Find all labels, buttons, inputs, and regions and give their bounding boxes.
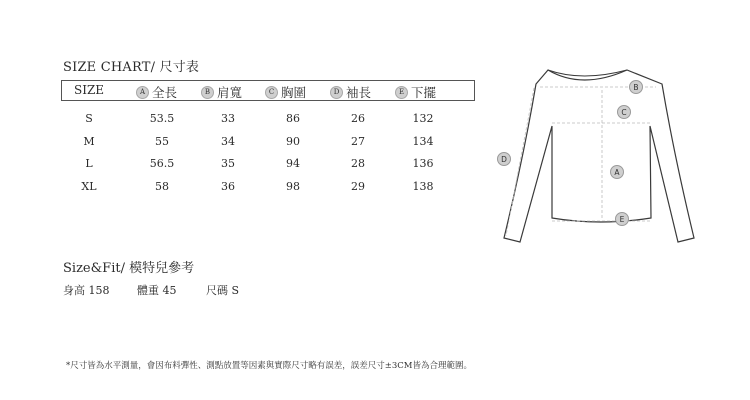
badge-e: E xyxy=(395,86,408,99)
sweater-outline xyxy=(490,60,705,245)
badge-c: C xyxy=(265,86,278,99)
table-row xyxy=(61,157,475,180)
table-row xyxy=(61,112,475,135)
table-row xyxy=(61,135,475,158)
column-label-b: 肩寬 xyxy=(217,85,243,100)
value-cell: 90 xyxy=(286,134,300,148)
value-cell: 138 xyxy=(412,179,434,193)
column-label-c: 胸圍 xyxy=(281,85,307,100)
model-weight: 體重 45 xyxy=(137,284,177,297)
diagram-label-d: D xyxy=(497,152,511,166)
size-cell: XL xyxy=(81,179,97,193)
column-header-a xyxy=(136,83,177,101)
table-row xyxy=(61,180,475,203)
value-cell: 86 xyxy=(286,112,300,125)
value-cell: 58 xyxy=(155,179,169,193)
column-label-a: 全長 xyxy=(152,85,178,100)
value-cell: 53.5 xyxy=(149,112,175,125)
badge-d: D xyxy=(330,86,343,99)
size-column-header: SIZE xyxy=(74,83,105,97)
size-fit-title: Size&Fit/ 模特兒參考 xyxy=(63,261,195,276)
size-cell: L xyxy=(85,157,93,170)
diagram-label-b: B xyxy=(629,80,643,94)
column-header-e xyxy=(395,83,436,101)
badge-a: A xyxy=(136,86,149,99)
size-cell: M xyxy=(83,134,95,148)
garment-diagram xyxy=(490,60,705,245)
value-cell: 34 xyxy=(221,134,235,148)
column-header-c xyxy=(265,83,306,101)
value-cell: 27 xyxy=(351,134,365,148)
diagram-label-c: C xyxy=(617,105,631,119)
value-cell: 132 xyxy=(412,112,434,125)
value-cell: 98 xyxy=(286,179,300,193)
value-cell: 29 xyxy=(351,179,365,193)
diagram-label-a: A xyxy=(610,165,624,179)
column-header-d xyxy=(330,83,371,101)
size-chart-header xyxy=(61,80,475,101)
value-cell: 36 xyxy=(221,179,235,193)
model-height: 身高 158 xyxy=(63,284,110,297)
measurement-note: *尺寸皆為水平測量，會因布料彈性、測點放置等因素與實際尺寸略有誤差，誤差尺寸±3CM皆為合理範圍。 xyxy=(66,361,472,371)
badge-b: B xyxy=(201,86,214,99)
value-cell: 28 xyxy=(351,157,365,170)
size-cell: S xyxy=(85,112,93,125)
value-cell: 56.5 xyxy=(149,157,175,170)
value-cell: 136 xyxy=(412,157,434,170)
diagram-label-e: E xyxy=(615,212,629,226)
value-cell: 35 xyxy=(221,157,235,170)
size-chart-title: SIZE CHART/ 尺寸表 xyxy=(63,60,200,75)
size-table-body xyxy=(61,112,475,202)
model-size: 尺碼 S xyxy=(206,284,240,297)
value-cell: 26 xyxy=(351,112,365,125)
value-cell: 55 xyxy=(155,134,169,148)
value-cell: 33 xyxy=(221,112,235,125)
column-label-e: 下擺 xyxy=(411,85,437,100)
value-cell: 94 xyxy=(286,157,300,170)
column-label-d: 袖長 xyxy=(346,85,372,100)
value-cell: 134 xyxy=(412,134,434,148)
column-header-b xyxy=(201,83,242,101)
